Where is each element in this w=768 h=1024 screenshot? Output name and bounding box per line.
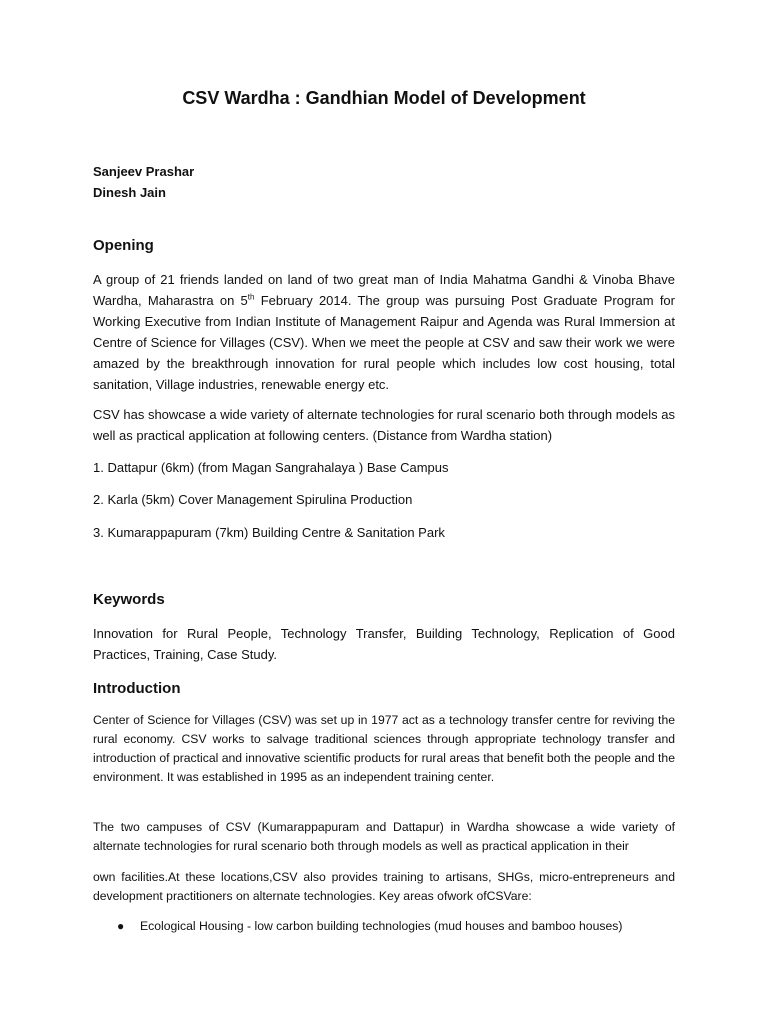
author-name: Sanjeev Prashar [93, 164, 195, 179]
page-title: CSV Wardha : Gandhian Model of Development [182, 88, 586, 108]
bullet-item: Ecological Housing - low carbon building technologies (mud houses and bamboo houses) [140, 919, 623, 933]
introduction-paragraph: Center of Science for Villages (CSV) was set up in 1977 act as a technology transfer centre for reviving the rural economy. CSV works to salvage traditional sciences through appropriate technology transfer and introduction of practical and innovative scientific products for rural areas that benefit both the people and the environment. It was established in 1995 as an independent training center. [93, 713, 675, 784]
opening-paragraph: A group of 21 friends landed on land of two great man of India Mahatma Gandhi & Vinoba Bhave Wardha, Maharastra on 5th February 2014. The group was pursuing Post Graduate Program for Working Executive from Indian Institute of Management Raipur and Agenda was Rural Immersion at Centre of Science for Villages (CSV). When we meet the people at CSV and saw their work we were amazed by the breakthrough innovation for rural people which includes low cost housing, total sanitation, Village industries, renewable energy etc. [93, 272, 675, 392]
section-heading-opening: Opening [93, 237, 154, 254]
introduction-paragraph: own facilities.At these locations,CSV also provides training to artisans, SHGs, micro-entrepreneurs and development practitioners on alternate technologies. Key areas ofwork ofCSVare: [93, 870, 675, 903]
center-list-item: 1. Dattapur (6km) (from Magan Sangrahalaya ) Base Campus [93, 460, 449, 475]
opening-paragraph-centers: CSV has showcase a wide variety of alternate technologies for rural scenario both through models as well as practical application at following centers. (Distance from Wardha station) [93, 407, 675, 443]
section-heading-keywords: Keywords [93, 591, 165, 608]
keywords-text: Innovation for Rural People, Technology Transfer, Building Technology, Replication of Good Practices, Training, Case Study. [93, 626, 675, 662]
center-list-item: 3. Kumarappapuram (7km) Building Centre & Sanitation Park [93, 525, 445, 540]
section-heading-introduction: Introduction [93, 680, 181, 697]
bullet-dot-icon: ● [117, 919, 125, 933]
author-name: Dinesh Jain [93, 185, 166, 200]
center-list-item: 2. Karla (5km) Cover Management Spirulina Production [93, 492, 413, 507]
introduction-paragraph: The two campuses of CSV (Kumarappapuram and Dattapur) in Wardha showcase a wide variety of alternate technologies for rural scenario both through models as well as practical application in their [93, 820, 675, 853]
